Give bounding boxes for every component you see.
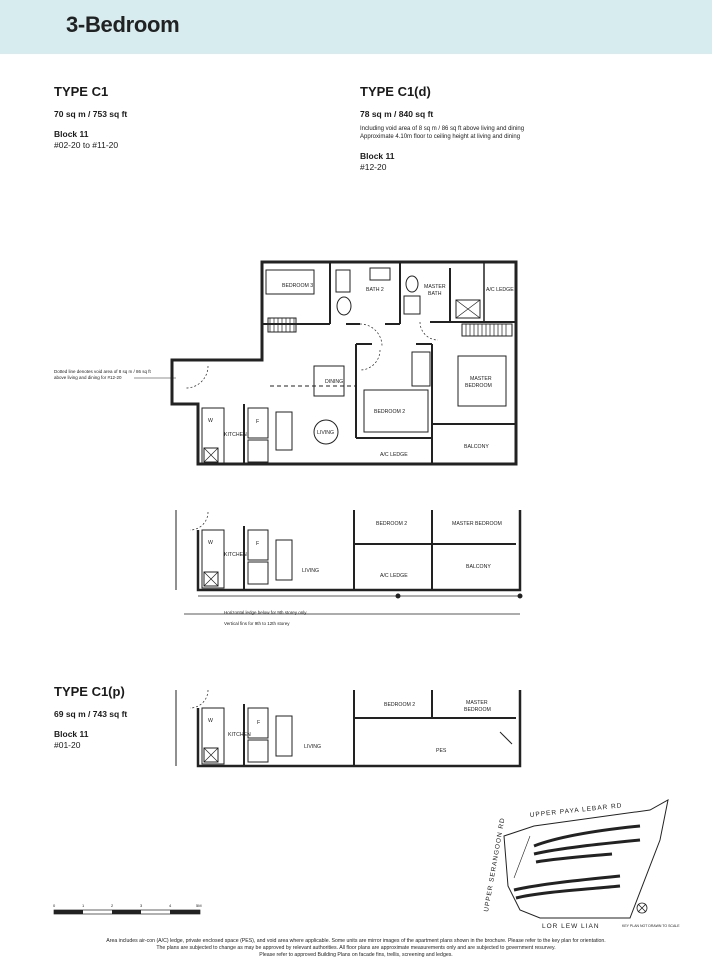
section-label-kitchen: KITCHEN bbox=[224, 552, 247, 558]
type-c1d-note-line2: Approximate 4.10m floor to ceiling height at living and dining bbox=[360, 134, 521, 140]
scale-tick-5: 5M bbox=[196, 903, 202, 908]
type-c1d-area: 78 sq m / 840 sq ft bbox=[360, 109, 434, 119]
page-title: 3-Bedroom bbox=[66, 12, 180, 37]
scale-tick-1: 1 bbox=[82, 903, 85, 908]
type-c1d-units: #12-20 bbox=[360, 162, 387, 172]
main-floor-plan-labels bbox=[54, 283, 514, 458]
key-plan-labels bbox=[483, 802, 680, 930]
label-master-bedroom-2: BEDROOM bbox=[465, 383, 492, 389]
label-master-bedroom-1: MASTER bbox=[470, 376, 492, 382]
section-label-bedroom2: BEDROOM 2 bbox=[376, 521, 408, 527]
type-c1p-units: #01-20 bbox=[54, 740, 81, 750]
footer-line3: Please refer to approved Building Plans on facade fins, trellis, screening and ledges. bbox=[259, 952, 453, 958]
type-c1-area: 70 sq m / 753 sq ft bbox=[54, 109, 128, 119]
void-note-1: Dotted line denotes void area of 8 sq m / 86 sq ft bbox=[54, 369, 151, 374]
scale-tick-0: 0 bbox=[53, 903, 56, 908]
pes-label-bedroom2: BEDROOM 2 bbox=[384, 702, 416, 708]
type-c1p-area: 69 sq m / 743 sq ft bbox=[54, 709, 128, 719]
label-bedroom3: BEDROOM 3 bbox=[282, 283, 314, 289]
scale-tick-4: 4 bbox=[169, 903, 172, 908]
void-note-2: above living and dining for #12-20 bbox=[54, 375, 122, 380]
road-upper-serangoon: UPPER SERANGOON RD bbox=[483, 816, 507, 913]
type-c1-units: #02-20 to #11-20 bbox=[54, 140, 119, 150]
scale-tick-3: 3 bbox=[140, 903, 143, 908]
section-label-washer: W bbox=[208, 540, 213, 546]
key-plan bbox=[504, 800, 668, 918]
footer-disclaimer bbox=[0, 938, 712, 959]
label-bedroom2: BEDROOM 2 bbox=[374, 409, 406, 415]
label-master-bath-2: BATH bbox=[428, 291, 442, 297]
pes-label-pes: PES bbox=[436, 748, 447, 754]
section-label-balcony: BALCONY bbox=[466, 564, 491, 570]
road-lor-lew-lian: LOR LEW LIAN bbox=[542, 923, 600, 930]
scale-tick-2: 2 bbox=[111, 903, 114, 908]
type-c1d-block: Block 11 bbox=[360, 151, 395, 161]
section-label-living: LIVING bbox=[302, 568, 320, 574]
footer-line2: The plans are subjected to change as may be approved by relevant authorities. All floor plans are approximate measurements only and are subjected to government resurvey. bbox=[156, 945, 556, 951]
type-c1-title: TYPE C1 bbox=[54, 84, 109, 99]
type-c1d-note-line1: Including void area of 8 sq m / 86 sq ft above living and dining bbox=[360, 126, 525, 132]
section-note-vertical: Vertical fins for 9th to 12th storey bbox=[224, 621, 290, 626]
type-c1d-title: TYPE C1(d) bbox=[360, 84, 431, 99]
scale-bar bbox=[53, 903, 202, 914]
road-upper-paya-lebar: UPPER PAYA LEBAR RD bbox=[529, 802, 623, 819]
label-living: LIVING bbox=[317, 430, 335, 436]
pes-label-living: LIVING bbox=[304, 744, 322, 750]
pes-label-washer: W bbox=[208, 718, 213, 724]
label-ac-ledge-top: A/C LEDGE bbox=[486, 287, 514, 293]
label-balcony: BALCONY bbox=[464, 444, 489, 450]
section-label-master-bedroom: MASTER BEDROOM bbox=[452, 521, 502, 527]
pes-label-master-2: BEDROOM bbox=[464, 707, 491, 713]
section-note-horizontal: Horizontal ledge below for 9th storey only bbox=[224, 610, 307, 615]
label-bath2: BATH 2 bbox=[366, 287, 384, 293]
key-plan-note: KEY PLAN NOT DRAWN TO SCALE bbox=[622, 924, 680, 928]
section-label-ac-ledge: A/C LEDGE bbox=[380, 573, 408, 579]
footer-line1: Area includes air-con (A/C) ledge, private enclosed space (PES), and void area where applicable. Some units are mirror images of the apartment plans shown in the brochure. Please refer to the key plan for orientation. bbox=[106, 938, 606, 944]
section-label-fridge: F bbox=[256, 541, 260, 547]
pes-label-fridge: F bbox=[257, 720, 261, 726]
label-ac-ledge-bottom: A/C LEDGE bbox=[380, 452, 408, 458]
pes-label-master-1: MASTER bbox=[466, 700, 488, 706]
label-fridge: F bbox=[256, 419, 260, 425]
label-kitchen: KITCHEN bbox=[224, 432, 247, 438]
label-dining: DINING bbox=[325, 379, 344, 385]
type-c1p-title: TYPE C1(p) bbox=[54, 684, 125, 699]
label-washer: W bbox=[208, 418, 213, 424]
type-c1p-block: Block 11 bbox=[54, 729, 89, 739]
pes-label-kitchen: KITCHEN bbox=[228, 732, 251, 738]
label-master-bath-1: MASTER bbox=[424, 284, 446, 290]
type-c1-block: Block 11 bbox=[54, 129, 89, 139]
